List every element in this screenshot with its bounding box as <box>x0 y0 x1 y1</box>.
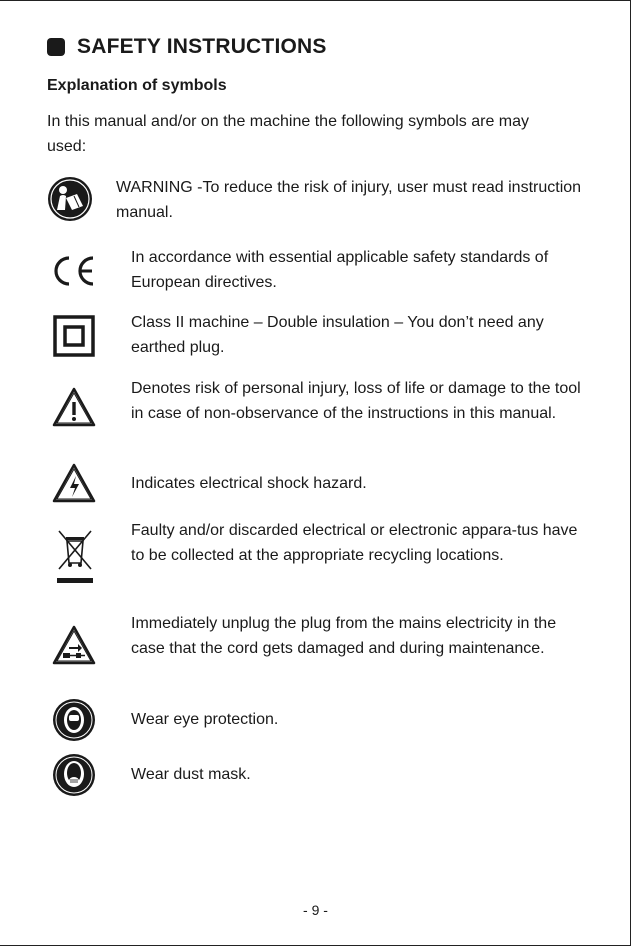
symbol-description: In accordance with essential applicable safety standards of European directives. <box>131 249 549 291</box>
symbol-description: Wear eye protection. <box>131 711 279 728</box>
class-ii-icon <box>53 315 95 357</box>
section-subtitle: Explanation of symbols <box>47 77 227 94</box>
symbol-description: Faulty and/or discarded electrical or electronic appara-tus have to be collected at the appropriate recycling locations. <box>131 522 578 564</box>
symbol-description: Class II machine – Double insulation – You don’t need any earthed plug. <box>131 314 544 356</box>
eye-protection-icon <box>52 698 96 742</box>
weee-bin-icon <box>55 527 95 585</box>
symbol-description: Wear dust mask. <box>131 766 251 783</box>
section-heading <box>47 35 327 59</box>
warning-triangle-icon <box>52 387 96 427</box>
symbol-description: WARNING -To reduce the risk of injury, user must read instruction manual. <box>116 179 582 221</box>
unplug-warning-icon <box>52 625 96 665</box>
heading-bullet-icon <box>47 38 65 56</box>
symbol-description: Denotes risk of personal injury, loss of life or damage to the tool in case of non-observance of the instructions in this manual. <box>131 380 581 422</box>
dust-mask-icon <box>52 753 96 797</box>
electric-shock-icon <box>52 463 96 503</box>
page-number: - 9 - <box>303 902 328 918</box>
intro-paragraph: In this manual and/or on the machine the following symbols are may used: <box>47 113 530 155</box>
ce-mark-icon <box>50 254 96 288</box>
symbol-description: Indicates electrical shock hazard. <box>131 475 367 492</box>
read-manual-icon <box>47 176 93 222</box>
page-title: SAFETY INSTRUCTIONS <box>77 35 327 58</box>
symbol-description: Immediately unplug the plug from the mains electricity in the case that the cord gets damaged and during maintenance. <box>131 615 557 657</box>
